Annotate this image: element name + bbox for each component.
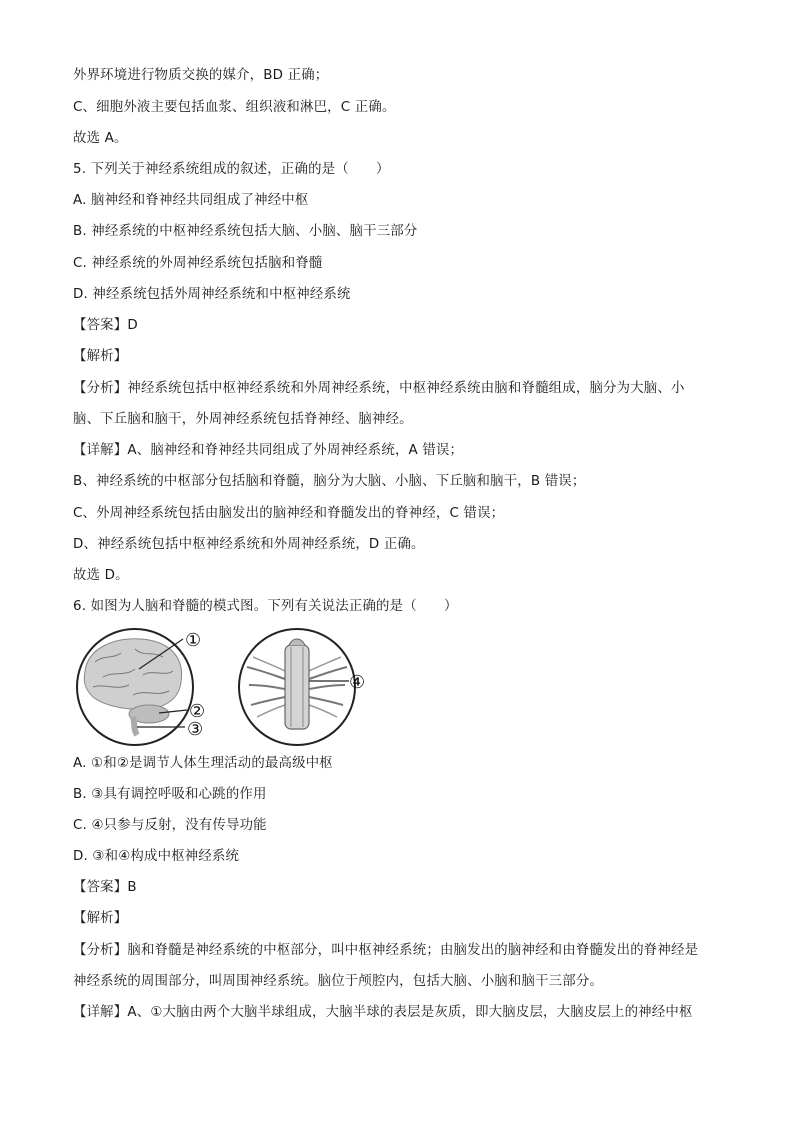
question-6: 6. 如图为人脑和脊髓的模式图。下列有关说法正确的是（ ） bbox=[73, 599, 458, 614]
spinal-cord-diagram bbox=[239, 629, 365, 745]
label-1: ① bbox=[185, 630, 202, 651]
label-4: ④ bbox=[349, 672, 366, 693]
text-line: C、外周神经系统包括由脑发出的脑神经和脊髓发出的脊神经，C 错误； bbox=[73, 506, 505, 521]
option-d: D. ③和④构成中枢神经系统 bbox=[73, 849, 240, 864]
label-3: ③ bbox=[187, 719, 204, 740]
text-line: D、神经系统包括中枢神经系统和外周神经系统，D 正确。 bbox=[73, 537, 425, 552]
option-c: C. ④只参与反射，没有传导功能 bbox=[73, 818, 267, 833]
text-line: 【详解】A、①大脑由两个大脑半球组成，大脑半球的表层是灰质，即大脑皮层，大脑皮层上的神经中枢 bbox=[73, 1005, 693, 1020]
option-d: D. 神经系统包括外周神经系统和中枢神经系统 bbox=[73, 287, 351, 302]
label-2: ② bbox=[189, 701, 206, 722]
brain-spinal-cord-figure bbox=[73, 627, 383, 749]
text-line: 神经系统的周围部分，叫周围神经系统。脑位于颅腔内，包括大脑、小脑和脑干三部分。 bbox=[73, 974, 604, 989]
text-line: 外界环境进行物质交换的媒介，BD 正确； bbox=[73, 68, 329, 83]
question-5: 5. 下列关于神经系统组成的叙述，正确的是（ ） bbox=[73, 162, 390, 177]
text-line: B、神经系统的中枢部分包括脑和脊髓，脑分为大脑、小脑、下丘脑和脑干，B 错误； bbox=[73, 474, 586, 489]
text-line: 故选 A。 bbox=[73, 131, 128, 146]
answer-label: 【答案】D bbox=[73, 318, 138, 333]
option-c: C. 神经系统的外周神经系统包括脑和脊髓 bbox=[73, 256, 323, 271]
text-line: C、细胞外液主要包括血浆、组织液和淋巴，C 正确。 bbox=[73, 100, 396, 115]
text-line: 【分析】脑和脊髓是神经系统的中枢部分，叫中枢神经系统；由脑发出的脑神经和由脊髓发出的脊神经是 bbox=[73, 943, 699, 958]
analysis-label: 【解析】 bbox=[73, 349, 128, 364]
answer-label: 【答案】B bbox=[73, 880, 137, 895]
text-line: 脑、下丘脑和脑干，外周神经系统包括脊神经、脑神经。 bbox=[73, 412, 413, 427]
option-b: B. 神经系统的中枢神经系统包括大脑、小脑、脑干三部分 bbox=[73, 224, 418, 239]
option-b: B. ③具有调控呼吸和心跳的作用 bbox=[73, 787, 267, 802]
text-line: 故选 D。 bbox=[73, 568, 129, 583]
option-a: A. ①和②是调节人体生理活动的最高级中枢 bbox=[73, 756, 333, 771]
text-line: 【详解】A、脑神经和脊神经共同组成了外周神经系统，A 错误； bbox=[73, 443, 464, 458]
text-line: 【分析】神经系统包括中枢神经系统和外周神经系统，中枢神经系统由脑和脊髓组成，脑分为大脑、小 bbox=[73, 381, 685, 396]
option-a: A. 脑神经和脊神经共同组成了神经中枢 bbox=[73, 193, 309, 208]
analysis-label: 【解析】 bbox=[73, 911, 128, 926]
brain-diagram bbox=[77, 629, 205, 745]
